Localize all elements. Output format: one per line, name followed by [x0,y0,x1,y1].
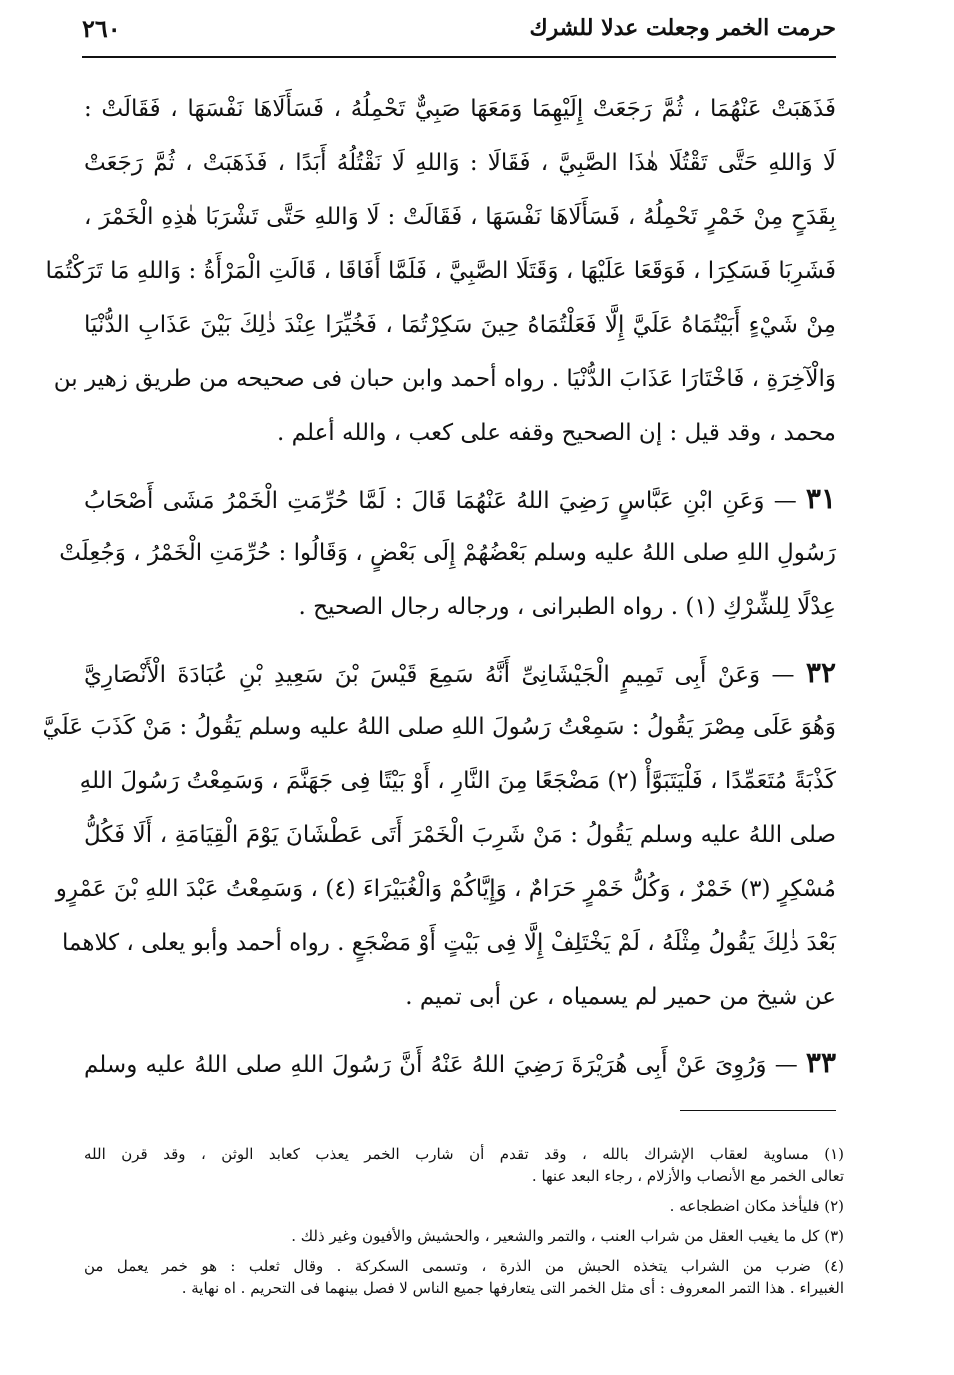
text-line: وَالْآخِرَةِ ، فَاخْتَارَا عَذَابَ الدُّنْيَا . رواه أحمد وابن حبان فى صحيحه من طريق زهير بن [53,366,836,392]
footnote-2 [84,1195,844,1217]
text-line: فَشَرِبَا فَسَكِرَا ، فَوَقَعَا عَلَيْهَا ، وَقَتَلَا الصَّبِيَّ ، فَلَمَّا أَفَاقَا ، قَالَتِ الْمَرْأَةُ : وَاللهِ مَا تَرَكْتُمَا [45,258,836,284]
text-line: كَذْبَةً مُتَعَمِّدًا ، فَلْيَتَبَوَّأْ (٢) مَضْجَعًا مِنَ النَّارِ ، أَوْ بَيْتًا فِى جَهَنَّمَ ، وَسَمِعْتُ رَسُولَ اللهِ [79,768,836,794]
text-line: ٣٢ — وَعَنْ أَبِى تَمِيمٍ الْجَيْشَانِىِّ أَنَّهُ سَمِعَ قَيْسَ بْنَ سَعِيدِ بْنِ عُبَادَةَ الْأَنْصَارِيَّ [84,656,836,689]
page-number: ٢٦٠ [82,13,121,43]
text-line: فَذَهَبَتْ عَنْهُمَا ، ثُمَّ رَجَعَتْ إِلَيْهِمَا وَمَعَهَا صَبِيٌّ تَحْمِلُهُ ، فَسَأَلَاهَا نَفْسَهَا ، فَقَالَتْ : [84,96,836,122]
text-line: مِنْ شَيْءٍ أَبَيْتُمَاهُ عَلَيَّ إِلَّا فَعَلْتُمَاهُ حِينَ سَكِرْتُمَا ، فَخُيِّرَا عِنْدَ ذٰلِكَ بَيْنَ عَذَابِ الدُّنْيَا [84,312,836,338]
hadith-number: ٣٢ [805,656,836,689]
text-line: وَهُوَ عَلَى مِصْرَ يَقُولُ : سَمِعْتُ رَسُولَ اللهِ صلى اللهُ عليه وسلم يَقُولُ : مَنْ كَذَبَ عَلَيَّ [42,714,836,740]
main-text [42,82,836,1090]
hadith-33 [84,1036,836,1090]
text-line: بِقَدَحٍ مِنْ خَمْرٍ تَحْمِلُهُ ، فَسَأَلَاهَا نَفْسَهَا ، فَقَالَتْ : لَا وَاللهِ حَتَّى تَشْرَبَا هٰذِهِ الْخَمْرَ ، [84,204,836,230]
text-line: مُسْكِرٍ (٣) خَمْرٌ ، وَكُلُّ خَمْرٍ حَرَامٌ ، وَإِيَّاكُمْ وَالْغُبَيْرَاءَ (٤) ، وَسَمِعْتُ عَبْدَ اللهِ بْنَ عَمْرٍو [55,876,836,902]
text-line: محمد ، وقد قيل : إن الصحيح وقفه على كعب ، والله أعلم . [277,420,836,446]
paragraph-continuation [45,82,836,460]
footnote-3 [84,1225,844,1247]
hadith-text: وَعَنْ أَبِى تَمِيمٍ الْجَيْشَانِىِّ أَنَّهُ سَمِعَ قَيْسَ بْنَ سَعِيدِ بْنِ عُبَادَةَ الْأَنْصَارِيَّ [84,662,761,688]
footnote-line: (٢) فليأخذ مكان اضطجاعه . [669,1197,844,1215]
footnote-line: تعالى الخمر مع الأنصاب والأزلام ، رجاء البعد عنها . [531,1167,844,1185]
footnote-line: الغبيراء . هذا التمر المعروف : أى مثل الخمر التى يتعارفها جميع الناس لا فصل بينهما فى التحريم . اه نهاية . [181,1279,844,1297]
footnote-line: (١) مساوية لعقاب الإشراك بالله ، وقد تقدم أن شارب الخمر يعذب كعابد الوثن ، وقد قرن الله [84,1145,844,1163]
page-header [82,8,836,48]
text-line: ٣١ — وَعَنِ ابْنِ عَبَّاسٍ رَضِيَ اللهُ عَنْهُمَا قَالَ : لَمَّا حُرِّمَتِ الْخَمْرُ مَشَى أَصْحَابُ [84,482,836,515]
text-line: بَعْدَ ذٰلِكَ يَقُولُ مِثْلَهُ ، لَمْ يَخْتَلِفْ إِلَّا فِى بَيْتٍ أَوْ مَضْجَعٍ . رواه أحمد وأبو يعلى ، كلاهما [62,930,836,956]
footnote-1 [84,1143,844,1187]
text-line: ٣٣ — وَرُوِىَ عَنْ أَبِى هُرَيْرَةَ رَضِيَ اللهُ عَنْهُ أَنَّ رَسُولَ اللهِ صلى اللهُ عليه وسلم [84,1046,836,1079]
text-line: لَا وَاللهِ حَتَّى تَقْتُلَا هٰذَا الصَّبِيَّ ، فَقَالَا : وَاللهِ لَا نَقْتُلُهُ أَبَدًا ، فَذَهَبَتْ ، ثُمَّ رَجَعَتْ [84,150,836,176]
text-line: عن شيخ من حمير لم يسمياه ، عن أبى تميم . [405,984,836,1010]
hadith-number: ٣٣ [805,1046,836,1079]
text-line: صلى اللهُ عليه وسلم يَقُولُ : مَنْ شَرِبَ الْخَمْرَ أَتَى عَطْشَانَ يَوْمَ الْقِيَامَةِ ، أَلَا فَكُلُّ [84,822,836,848]
hadith-32 [42,646,836,1024]
footnotes [84,1143,844,1299]
footnote-rule [680,1110,836,1111]
hadith-31 [59,472,836,634]
hadith-text: وَرُوِىَ عَنْ أَبِى هُرَيْرَةَ رَضِيَ اللهُ عَنْهُ أَنَّ رَسُولَ اللهِ صلى اللهُ عليه وسلم [84,1052,767,1078]
hadith-text: وَعَنِ ابْنِ عَبَّاسٍ رَضِيَ اللهُ عَنْهُمَا قَالَ : لَمَّا حُرِّمَتِ الْخَمْرُ مَشَى أَصْحَابُ [84,488,765,514]
footnote-line: (٤) ضرب من الشراب يتخذه الحبش من الذرة ، وتسمى السكركة . وقال ثعلب : هو خمر يعمل من [84,1257,844,1275]
running-title: حرمت الخمر وجعلت عدلا للشرك [529,15,836,41]
header-rule [82,56,836,58]
text-line: عِدْلًا لِلشِّرْكِ (١) . رواه الطبرانى ، ورجاله رجال الصحيح . [298,594,836,620]
hadith-number: ٣١ [805,482,836,515]
footnote-line: (٣) كل ما يغيب العقل من شراب العنب ، والتمر والشعير ، والحشيش والأفيون وغير ذلك . [291,1227,844,1245]
text-line: رَسُولِ اللهِ صلى اللهُ عليه وسلم بَعْضُهُمْ إِلَى بَعْضٍ ، وَقَالُوا : حُرِّمَتِ الْخَمْرُ ، وَجُعِلَتْ [59,540,836,566]
footnote-4 [84,1255,844,1299]
